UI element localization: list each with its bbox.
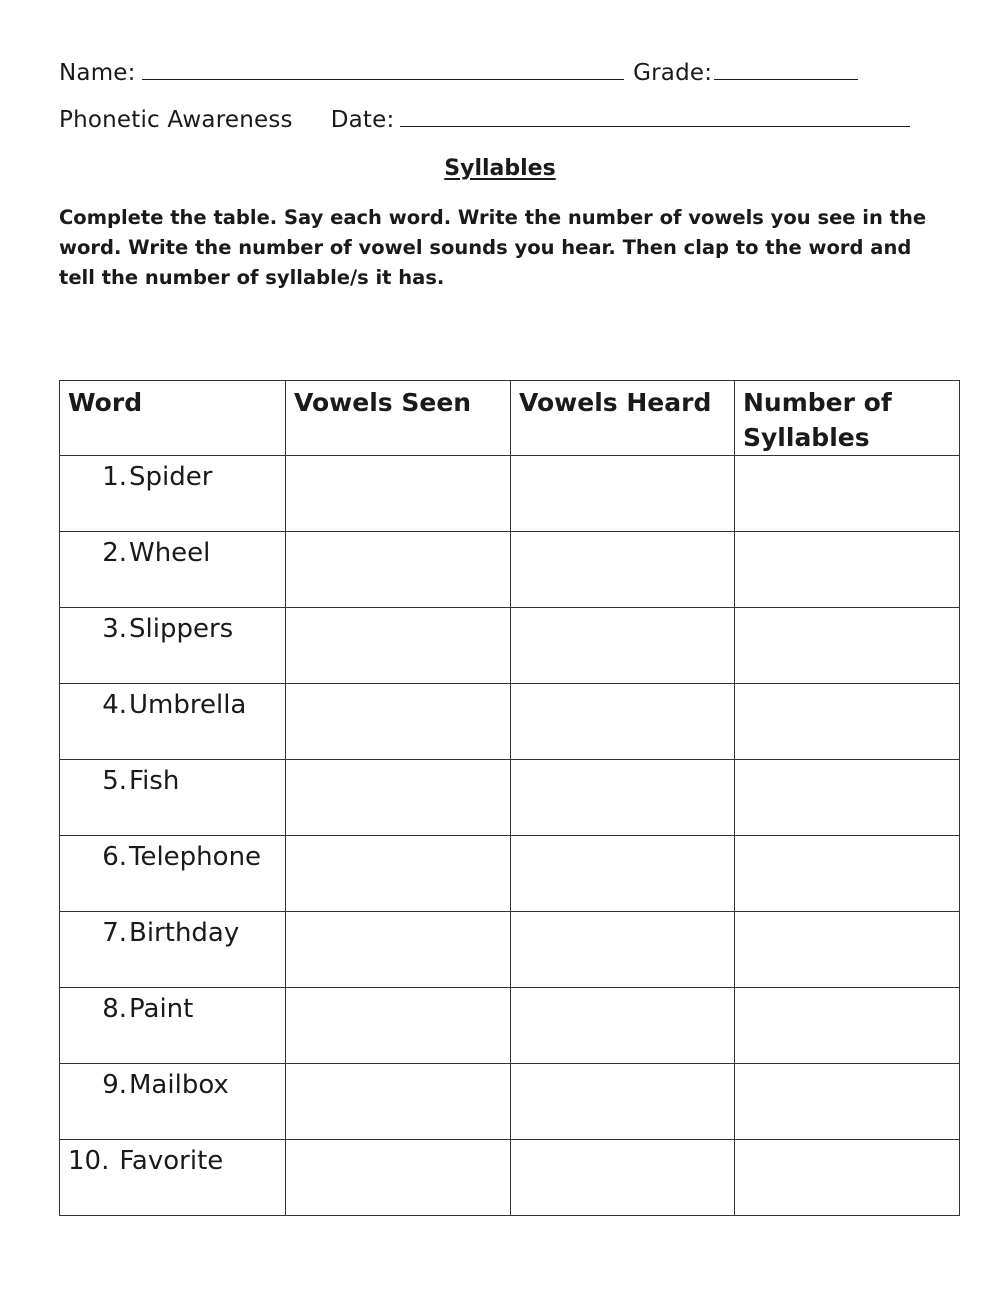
word-number: 2. <box>102 538 127 568</box>
word-text: Wheel <box>129 538 211 568</box>
word-text: Spider <box>129 462 213 492</box>
syllables-cell[interactable] <box>735 988 960 1064</box>
table-row <box>60 456 960 532</box>
vowels-heard-cell[interactable] <box>511 912 735 988</box>
table-row <box>60 1064 960 1140</box>
table-row <box>60 912 960 988</box>
word-text: Telephone <box>129 842 262 872</box>
vowels-seen-cell[interactable] <box>286 608 511 684</box>
column-header-word: Word <box>60 381 286 456</box>
syllables-cell[interactable] <box>735 608 960 684</box>
table-row <box>60 836 960 912</box>
word-number: 8. <box>102 994 127 1024</box>
table-row <box>60 608 960 684</box>
word-number: 7. <box>102 918 127 948</box>
word-cell <box>60 456 286 532</box>
vowels-heard-cell[interactable] <box>511 684 735 760</box>
word-number: 1. <box>102 462 127 492</box>
table-row <box>60 760 960 836</box>
vowels-heard-cell[interactable] <box>511 532 735 608</box>
vowels-seen-cell[interactable] <box>286 912 511 988</box>
date-label: Date: <box>330 107 395 133</box>
syllables-cell[interactable] <box>735 760 960 836</box>
date-blank[interactable] <box>400 108 910 127</box>
word-cell <box>60 988 286 1064</box>
header-subject-date-line <box>59 107 910 133</box>
instructions-text: Complete the table. Say each word. Write the number of vowels you see in the word. Write the number of vowel sounds you hear. Then clap to the word and tell the number of syllable/s it has. <box>59 206 927 289</box>
grade-blank[interactable] <box>714 61 858 80</box>
subject-label: Phonetic Awareness <box>59 107 293 133</box>
table-row <box>60 988 960 1064</box>
column-header-vowels-seen: Vowels Seen <box>286 381 511 456</box>
word-text: Umbrella <box>129 690 247 720</box>
vowels-heard-cell[interactable] <box>511 1140 735 1216</box>
vowels-seen-cell[interactable] <box>286 988 511 1064</box>
vowels-heard-cell[interactable] <box>511 988 735 1064</box>
vowels-heard-cell[interactable] <box>511 456 735 532</box>
vowels-seen-cell[interactable] <box>286 760 511 836</box>
word-cell <box>60 684 286 760</box>
table-row <box>60 684 960 760</box>
word-text: Paint <box>129 994 194 1024</box>
vowels-seen-cell[interactable] <box>286 684 511 760</box>
table-body <box>60 456 960 1216</box>
vowels-heard-cell[interactable] <box>511 836 735 912</box>
word-number: 10. <box>68 1146 110 1176</box>
word-text: Favorite <box>119 1146 224 1176</box>
word-cell <box>60 1064 286 1140</box>
vowels-seen-cell[interactable] <box>286 532 511 608</box>
name-label: Name: <box>59 60 136 86</box>
syllables-cell[interactable] <box>735 912 960 988</box>
syllables-cell[interactable] <box>735 684 960 760</box>
word-text: Mailbox <box>129 1070 229 1100</box>
word-cell <box>60 608 286 684</box>
table-row <box>60 532 960 608</box>
word-cell <box>60 760 286 836</box>
word-text: Fish <box>129 766 180 796</box>
table-header-row <box>60 381 960 456</box>
word-number: 6. <box>102 842 127 872</box>
word-number: 5. <box>102 766 127 796</box>
column-header-number-of-syllables: Number of Syllables <box>735 381 960 456</box>
column-header-vowels-heard: Vowels Heard <box>511 381 735 456</box>
vowels-seen-cell[interactable] <box>286 456 511 532</box>
word-text: Slippers <box>129 614 234 644</box>
word-number: 9. <box>102 1070 127 1100</box>
word-cell <box>60 836 286 912</box>
page-title: Syllables <box>444 156 556 181</box>
vowels-seen-cell[interactable] <box>286 1064 511 1140</box>
syllables-cell[interactable] <box>735 532 960 608</box>
syllables-cell[interactable] <box>735 456 960 532</box>
syllables-cell[interactable] <box>735 836 960 912</box>
word-number: 3. <box>102 614 127 644</box>
syllables-table <box>59 380 960 1216</box>
table-row <box>60 1140 960 1216</box>
header-name-grade-line <box>59 60 858 86</box>
grade-label: Grade: <box>633 60 713 86</box>
word-number: 4. <box>102 690 127 720</box>
word-cell <box>60 532 286 608</box>
vowels-heard-cell[interactable] <box>511 1064 735 1140</box>
vowels-heard-cell[interactable] <box>511 608 735 684</box>
word-cell <box>60 1140 286 1216</box>
syllables-cell[interactable] <box>735 1064 960 1140</box>
word-cell <box>60 912 286 988</box>
vowels-heard-cell[interactable] <box>511 760 735 836</box>
syllables-cell[interactable] <box>735 1140 960 1216</box>
word-text: Birthday <box>129 918 240 948</box>
vowels-seen-cell[interactable] <box>286 836 511 912</box>
vowels-seen-cell[interactable] <box>286 1140 511 1216</box>
name-blank[interactable] <box>142 61 624 80</box>
